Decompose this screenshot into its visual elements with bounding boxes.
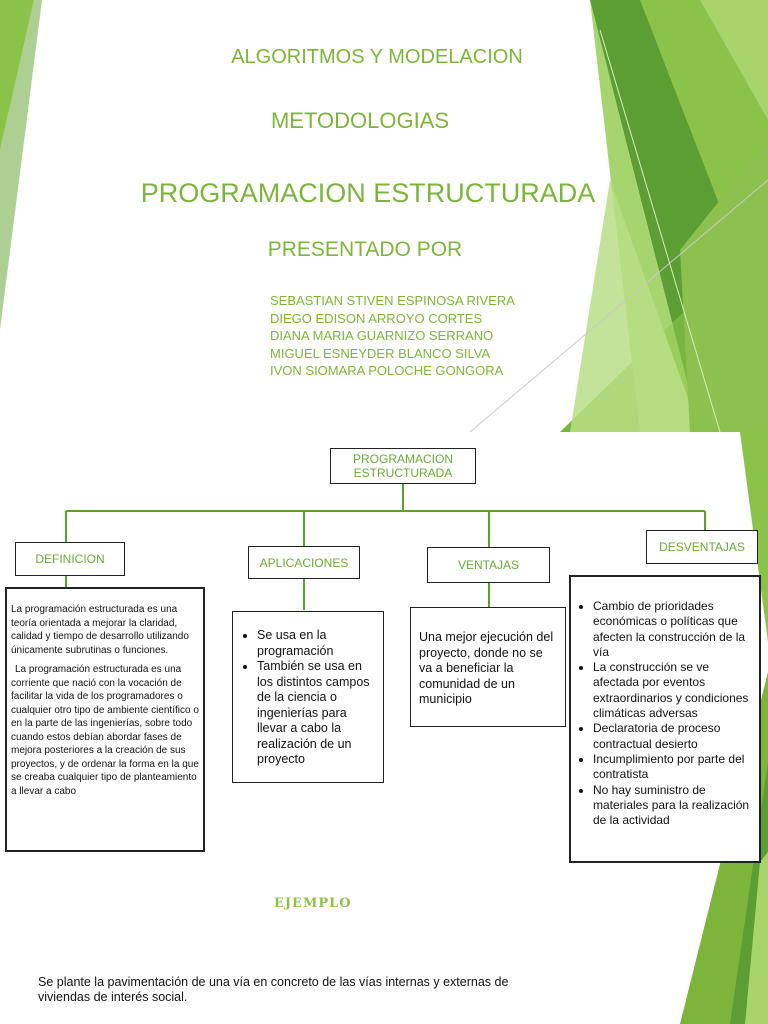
root-node-label: PROGRAMACION ESTRUCTURADA [352, 452, 453, 480]
definicion-paragraph: La programación estructurada es una teoría orientada a mejorar la claridad, calidad y tiempo de desarrollo utilizando únicamente subrutinas o funciones. [11, 604, 189, 656]
aplicaciones-node [248, 546, 360, 579]
ventajas-content [410, 607, 566, 727]
section-subtitle: METODOLOGIAS [270, 108, 450, 133]
desventajas-item: • La construcción se ve afectada por eventos extraordinarios y condiciones climáticas adversas [593, 660, 753, 721]
desventajas-content [569, 575, 761, 863]
desventajas-item: • Incumplimiento por parte del contratista [593, 752, 753, 783]
definicion-node [15, 542, 125, 576]
aplicaciones-item: • También se usa en los distintos campos de la ciencia o ingenierías para llevar a cabo la realización de un proyecto [257, 659, 377, 768]
definicion-label: DEFINICION [35, 552, 105, 566]
desventajas-node [646, 530, 758, 564]
author-name: SEBASTIAN STIVEN ESPINOSA RIVERA [270, 293, 515, 308]
course-title: ALGORITMOS Y MODELACION [231, 46, 523, 68]
desventajas-item: • No hay suministro de materiales para la realización de la actividad [593, 783, 753, 829]
author-list [270, 292, 515, 380]
aplicaciones-label: APLICACIONES [259, 555, 349, 570]
desventajas-item: • Cambio de prioridades económicas o políticas que afecten la construcción de la vía [593, 599, 753, 660]
aplicaciones-item: • Se usa en la programación [257, 628, 377, 659]
presented-by-heading: PRESENTADO POR [267, 238, 463, 261]
author-name: MIGUEL ESNEYDER BLANCO SILVA [270, 345, 491, 361]
desventajas-label: DESVENTAJAS [659, 540, 745, 554]
main-title: PROGRAMACION ESTRUCTURADA [140, 178, 596, 208]
author-name: DIEGO EDISON ARROYO CORTES [270, 310, 483, 326]
ventajas-label: VENTAJAS [457, 558, 520, 572]
author-name: DIANA MARIA GUARNIZO SERRANO [270, 328, 494, 343]
aplicaciones-content [232, 611, 384, 783]
ventajas-node [427, 547, 550, 583]
author-name: IVON SIOMARA POLOCHE GONGORA [270, 363, 504, 378]
concept-map-slide [0, 432, 768, 1024]
definicion-paragraph: La programación estructurada es una corriente que nació con la vocación de facilitar la vida de los programadores o cualquier otro tipo de ambiente científico o en la parte de las ingenierías, sobre todo cuando estos debían abordar fases de mejora posteriores a la creación de sus proyectos, y de ordenar la forma en la que se creaba cualquier tipo de planteamiento a llevar a cabo [11, 664, 199, 797]
ventajas-text: Una mejor ejecución del proyecto, donde no se va a beneficiar la comunidad de un municipio [419, 630, 554, 706]
definicion-content [5, 587, 205, 852]
root-node [330, 448, 476, 484]
title-slide [0, 0, 768, 432]
ejemplo-heading: EJEMPLO [274, 896, 352, 911]
desventajas-item: • Declaratoria de proceso contractual desierto [593, 721, 753, 752]
ejemplo-text: Se plante la pavimentación de una vía en concreto de las vías internas y externas de viviendas de interés social. [38, 975, 509, 1004]
